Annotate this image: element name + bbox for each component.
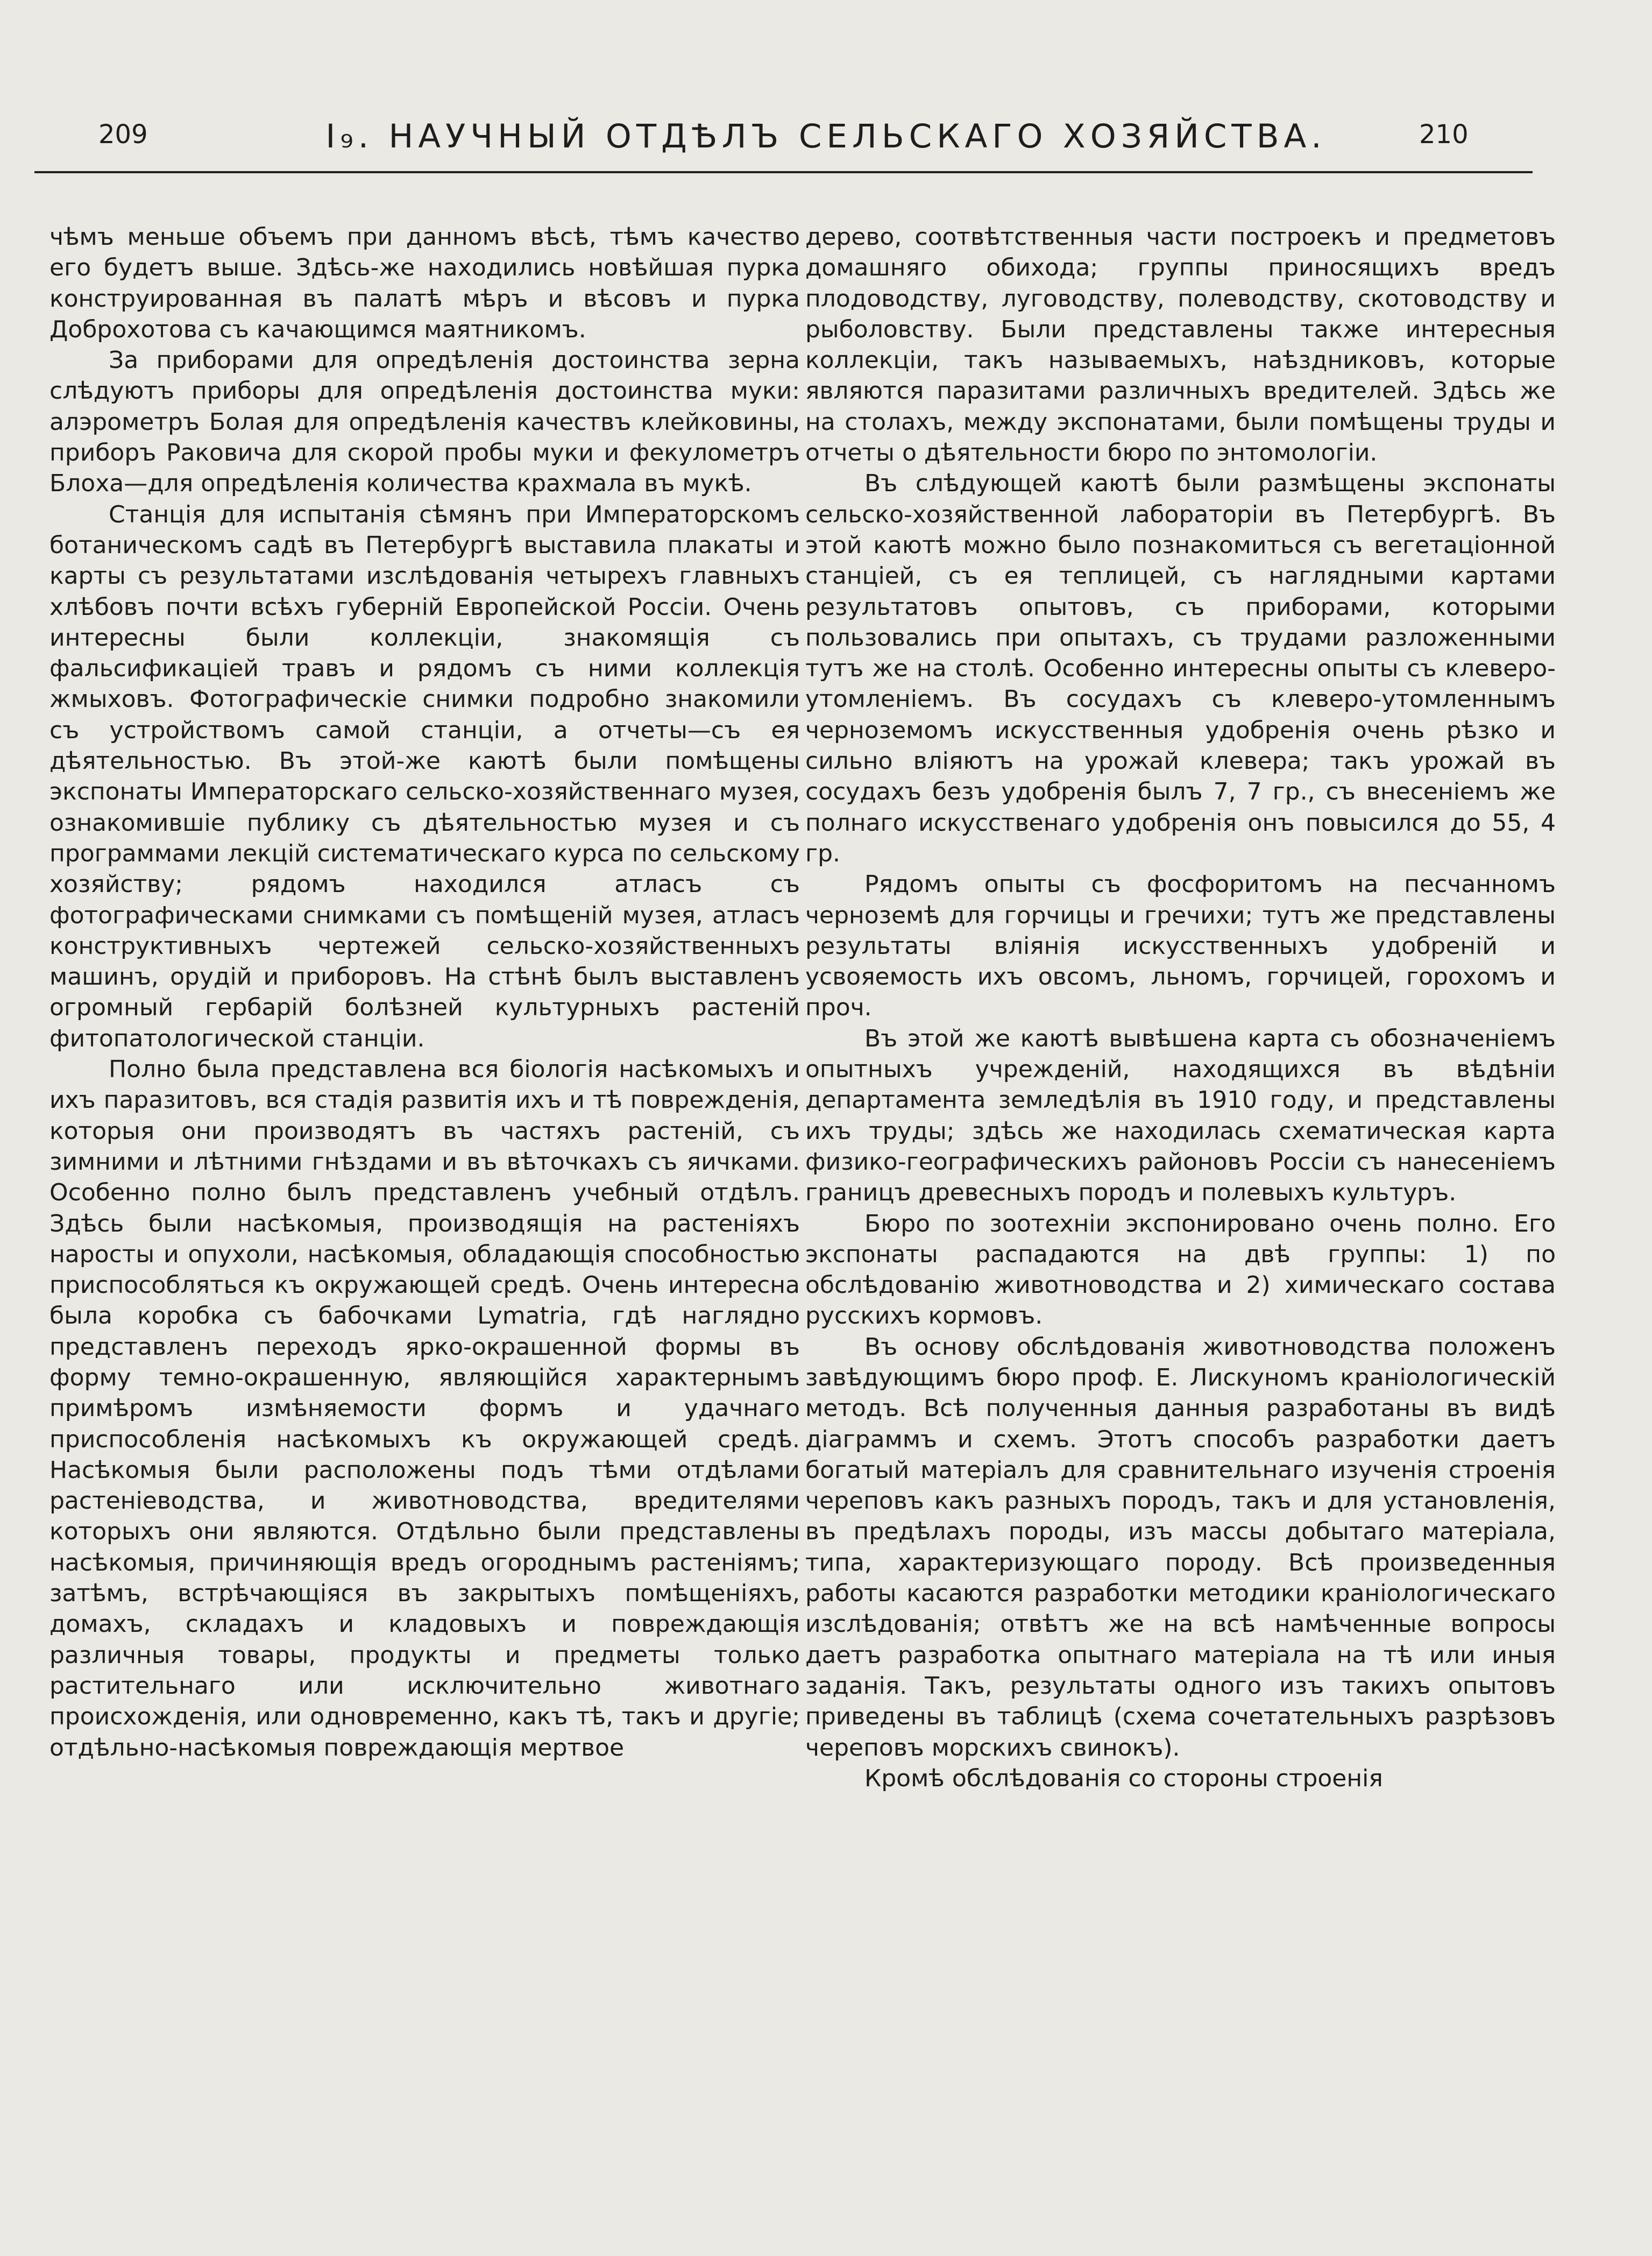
paragraph: чѣмъ меньше объемъ при данномъ вѣсѣ, тѣмъ качество его будетъ выше. Здѣсь-же находились новѣйшая пурка конструированная въ палатѣ мѣръ и вѣсовъ и пурка Доброхотова съ качающимся маятникомъ. <box>49 223 800 343</box>
paragraph: Въ этой же каютѣ вывѣшена карта съ обозначеніемъ опытныхъ учрежденій, находящихся въ вѣдѣніи департамента земледѣлія въ 1910 году, и представлены ихъ труды; здѣсь же находилась схематическая карта физико-географическихъ районовъ Россіи съ нанесеніемъ границъ древесныхъ породъ и полевыхъ культуръ. <box>805 1024 1556 1207</box>
paragraph: дерево, соотвѣтственныя части построекъ и предметовъ домашняго обихода; группы приносящихъ вредъ плодоводству, луговодству, полеводству, скотоводству и рыболовству. Были представлены также интересныя коллекціи, такъ называемыхъ, наѣздниковъ, которые являются паразитами различныхъ вредителей. Здѣсь же на столахъ, между экспонатами, были помѣщены труды и отчеты о дѣятельности бюро по энтомологіи. <box>805 223 1556 467</box>
paragraph: За приборами для опредѣленія достоинства зерна слѣдуютъ приборы для опредѣленія достоинства муки: алэрометръ Болая для опредѣленія качествъ клейковины, приборъ Раковича для скорой пробы муки и фекулометръ Блоха—для опредѣленія количества крахмала въ мукѣ. <box>49 346 800 498</box>
paragraph: Бюро по зоотехніи экспонировано очень полно. Его экспонаты распадаются на двѣ группы: 1) по обслѣдованію животноводства и 2) химическаго состава русскихъ кормовъ. <box>805 1210 1556 1330</box>
left-column <box>49 222 800 1763</box>
paragraph: Рядомъ опыты съ фосфоритомъ на песчанномъ черноземѣ для горчицы и гречихи; тутъ же представлены результаты вліянія искусственныхъ удобреній и усвояемость ихъ овсомъ, льномъ, горчицей, горохомъ и проч. <box>805 871 1556 1022</box>
paragraph: Кромѣ обслѣдованія со стороны строенія <box>864 1764 1383 1792</box>
right-column <box>805 222 1556 1794</box>
header-rule <box>34 171 1533 173</box>
paragraph: Полно была представлена вся біологія насѣкомыхъ и ихъ паразитовъ, вся стадія развитія ихъ и тѣ поврежденія, которыя они производятъ въ частяхъ растеній, съ зимними и лѣтними гнѣздами и въ вѣточкахъ съ яичками. Особенно полно былъ представленъ учебный отдѣлъ. Здѣсь были насѣкомыя, производящія на растеніяхъ наросты и опухоли, насѣкомыя, обладающія способностью приспособляться къ окружающей средѣ. Очень интересна была коробка съ бабочками Lymatria, гдѣ наглядно представленъ переходъ ярко-окрашенной формы въ форму темно-окрашенную, являющійся характернымъ примѣромъ измѣняемости формъ и удачнаго приспособленія насѣкомыхъ къ окружающей средѣ. Насѣкомыя были расположены подъ тѣми отдѣлами растеніеводства, и животноводства, вредителями которыхъ они являются. Отдѣльно были представлены насѣкомыя, причиняющія вредъ огороднымъ растеніямъ; затѣмъ, встрѣчающіяся въ закрытыхъ помѣщеніяхъ, домахъ, складахъ и кладовыхъ и повреждающія различныя товары, продукты и предметы только растительнаго или исключительно животнаго происхожденія, или одновременно, какъ тѣ, такъ и другіе; отдѣльно-насѣкомыя повреждающія мертвое <box>49 1056 800 1762</box>
running-head-title: I₉. НАУЧНЫЙ ОТДѢЛЪ СЕЛЬСКАГО ХОЗЯЙСТВА. <box>325 117 1327 155</box>
page-number-right: 210 <box>1419 119 1469 150</box>
page-number-left: 209 <box>98 119 148 150</box>
paragraph: Въ слѣдующей каютѣ были размѣщены экспонаты сельско-хозяйственной лабораторіи въ Петербургѣ. Въ этой каютѣ можно было познакомиться съ вегетаціонной станціей, съ ея теплицей, съ наглядными картами результатовъ опытовъ, съ приборами, которыми пользовались при опытахъ, съ трудами разложенными тутъ же на столѣ. Особенно интересны опыты съ клеверо-утомленіемъ. Въ сосудахъ съ клеверо-утомленнымъ черноземомъ искусственныя удобренія очень рѣзко и сильно вліяютъ на урожай клевера; такъ урожай въ сосудахъ безъ удобренія былъ 7, 7 гр., съ внесеніемъ же полнаго искусственаго удобренія онъ повысился до 55, 4 гр. <box>805 470 1556 867</box>
paragraph: Станція для испытанія сѣмянъ при Императорскомъ ботаническомъ садѣ въ Петербургѣ выставила плакаты и карты съ результатами изслѣдованія четырехъ главныхъ хлѣбовъ почти всѣхъ губерній Европейской Россіи. Очень интересны были коллекціи, знакомящія съ фальсификаціей травъ и рядомъ съ ними коллекція жмыховъ. Фотографическіе снимки подробно знакомили съ устройствомъ самой станціи, а отчеты—съ ея дѣятельностью. Въ этой-же каютѣ были помѣщены экспонаты Императорскаго сельско-хозяйственнаго музея, ознакомившіе публику съ дѣятельностью музея и съ программами лекцій систематическаго курса по сельскому хозяйству; рядомъ находился атласъ съ фотографическами снимками съ помѣщеній музея, атласъ конструктивныхъ чертежей сельско-хозяйственныхъ машинъ, орудій и приборовъ. На стѣнѣ былъ выставленъ огромный гербарій болѣзней культурныхъ растеній фитопатологической станціи. <box>49 500 800 1052</box>
paragraph: Въ основу обслѣдованія животноводства положенъ завѣдующимъ бюро проф. Е. Лискуномъ краніологическій методъ. Всѣ полученныя данныя разработаны въ видѣ діаграммъ и схемъ. Этотъ способъ разработки даетъ богатый матеріалъ для сравнительнаго изученія строенія череповъ какъ разныхъ породъ, такъ и для установленія, въ предѣлахъ породы, изъ массы добытаго матеріала, типа, характеризующаго породу. Всѣ произведенныя работы касаются разработки методики краніологическаго изслѣдованія; отвѣтъ же на всѣ намѣченные вопросы даетъ разработка опытнаго матеріала на тѣ или иныя заданія. Такъ, результаты одного изъ такихъ опытовъ приведены въ таблицѣ (схема сочетательныхъ разрѣзовъ череповъ морскихъ свинокъ). <box>805 1333 1556 1762</box>
